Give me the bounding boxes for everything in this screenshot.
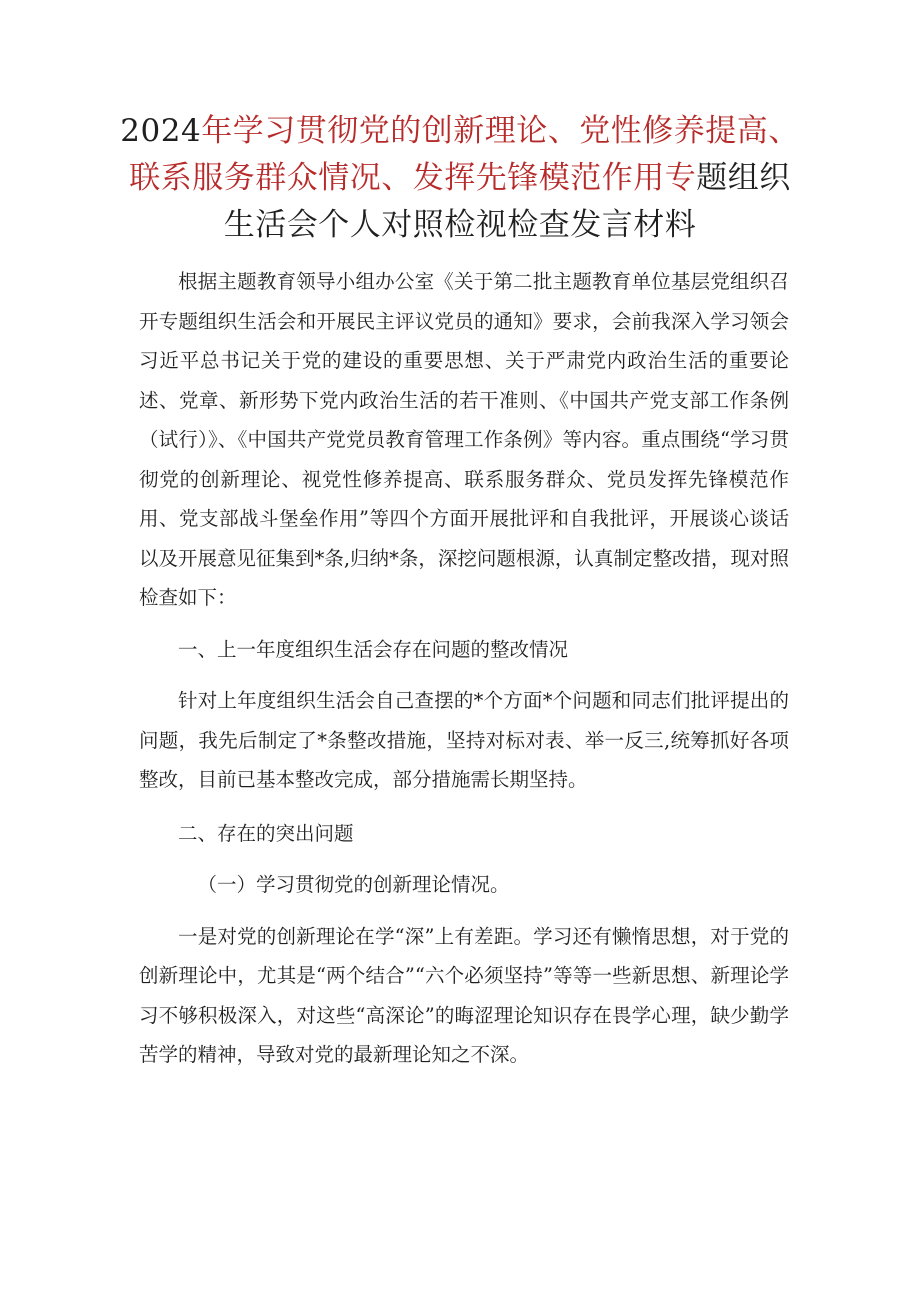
section-heading-2: 二、存在的突出问题 — [178, 821, 354, 845]
subsection-heading-1: （一）学习贯彻党的创新理论情况。 — [197, 873, 510, 896]
problem-paragraph-1: 一是对党的创新理论在学“深”上有差距。学习还有懒惰思想，对于党的创新理论中，尤其是“两个结合”“六个必须坚持”等等一些新思想、新理论学习不够积极深入，对这些“高深论”的晦涩理论知识存在畏学心理，缺少勤学苦学的精神，导致对党的最新理论知之不深。 — [139, 924, 789, 1066]
section-heading-1: 一、上一年度组织生活会存在问题的整改情况 — [178, 637, 569, 661]
title-suffix: 题组织生活会个人对照检视检查发言材料 — [223, 160, 791, 243]
document-body — [139, 262, 789, 1075]
title-year: 2024 — [120, 113, 202, 149]
rectification-paragraph: 针对上年度组织生活会自己查摆的*个方面*个问题和同志们批评提出的问题，我先后制定了*条整改措施，坚持对标对表、举一反三,统筹抓好各项整改，目前已基本整改完成，部分措施需长期坚持。 — [139, 689, 789, 791]
title-topic: 年学习贯彻党的创新理论、党性修养提高、联系服务群众情况、发挥先锋模范作用专 — [129, 113, 800, 196]
intro-paragraph: 根据主题教育领导小组办公室《关于第二批主题教育单位基层党组织召开专题组织生活会和开展民主评议党员的通知》要求，会前我深入学习领会习近平总书记关于党的建设的重要思想、关于严肃党内政治生活的重要论述、党章、新形势下党内政治生活的若干准则、《中国共产党支部工作条例（试行）》、《中国共产党党员教育管理工作条例》等内容。重点围绕“学习贯彻党的创新理论、视党性修养提高、联系服务群众、党员发挥先锋模范作用、党支部战斗堡垒作用”等四个方面开展批评和自我批评，开展谈心谈话以及开展意见征集到*条,归纳*条，深挖问题根源，认真制定整改措，现对照检查如下： — [139, 270, 789, 609]
document-title — [120, 108, 800, 249]
